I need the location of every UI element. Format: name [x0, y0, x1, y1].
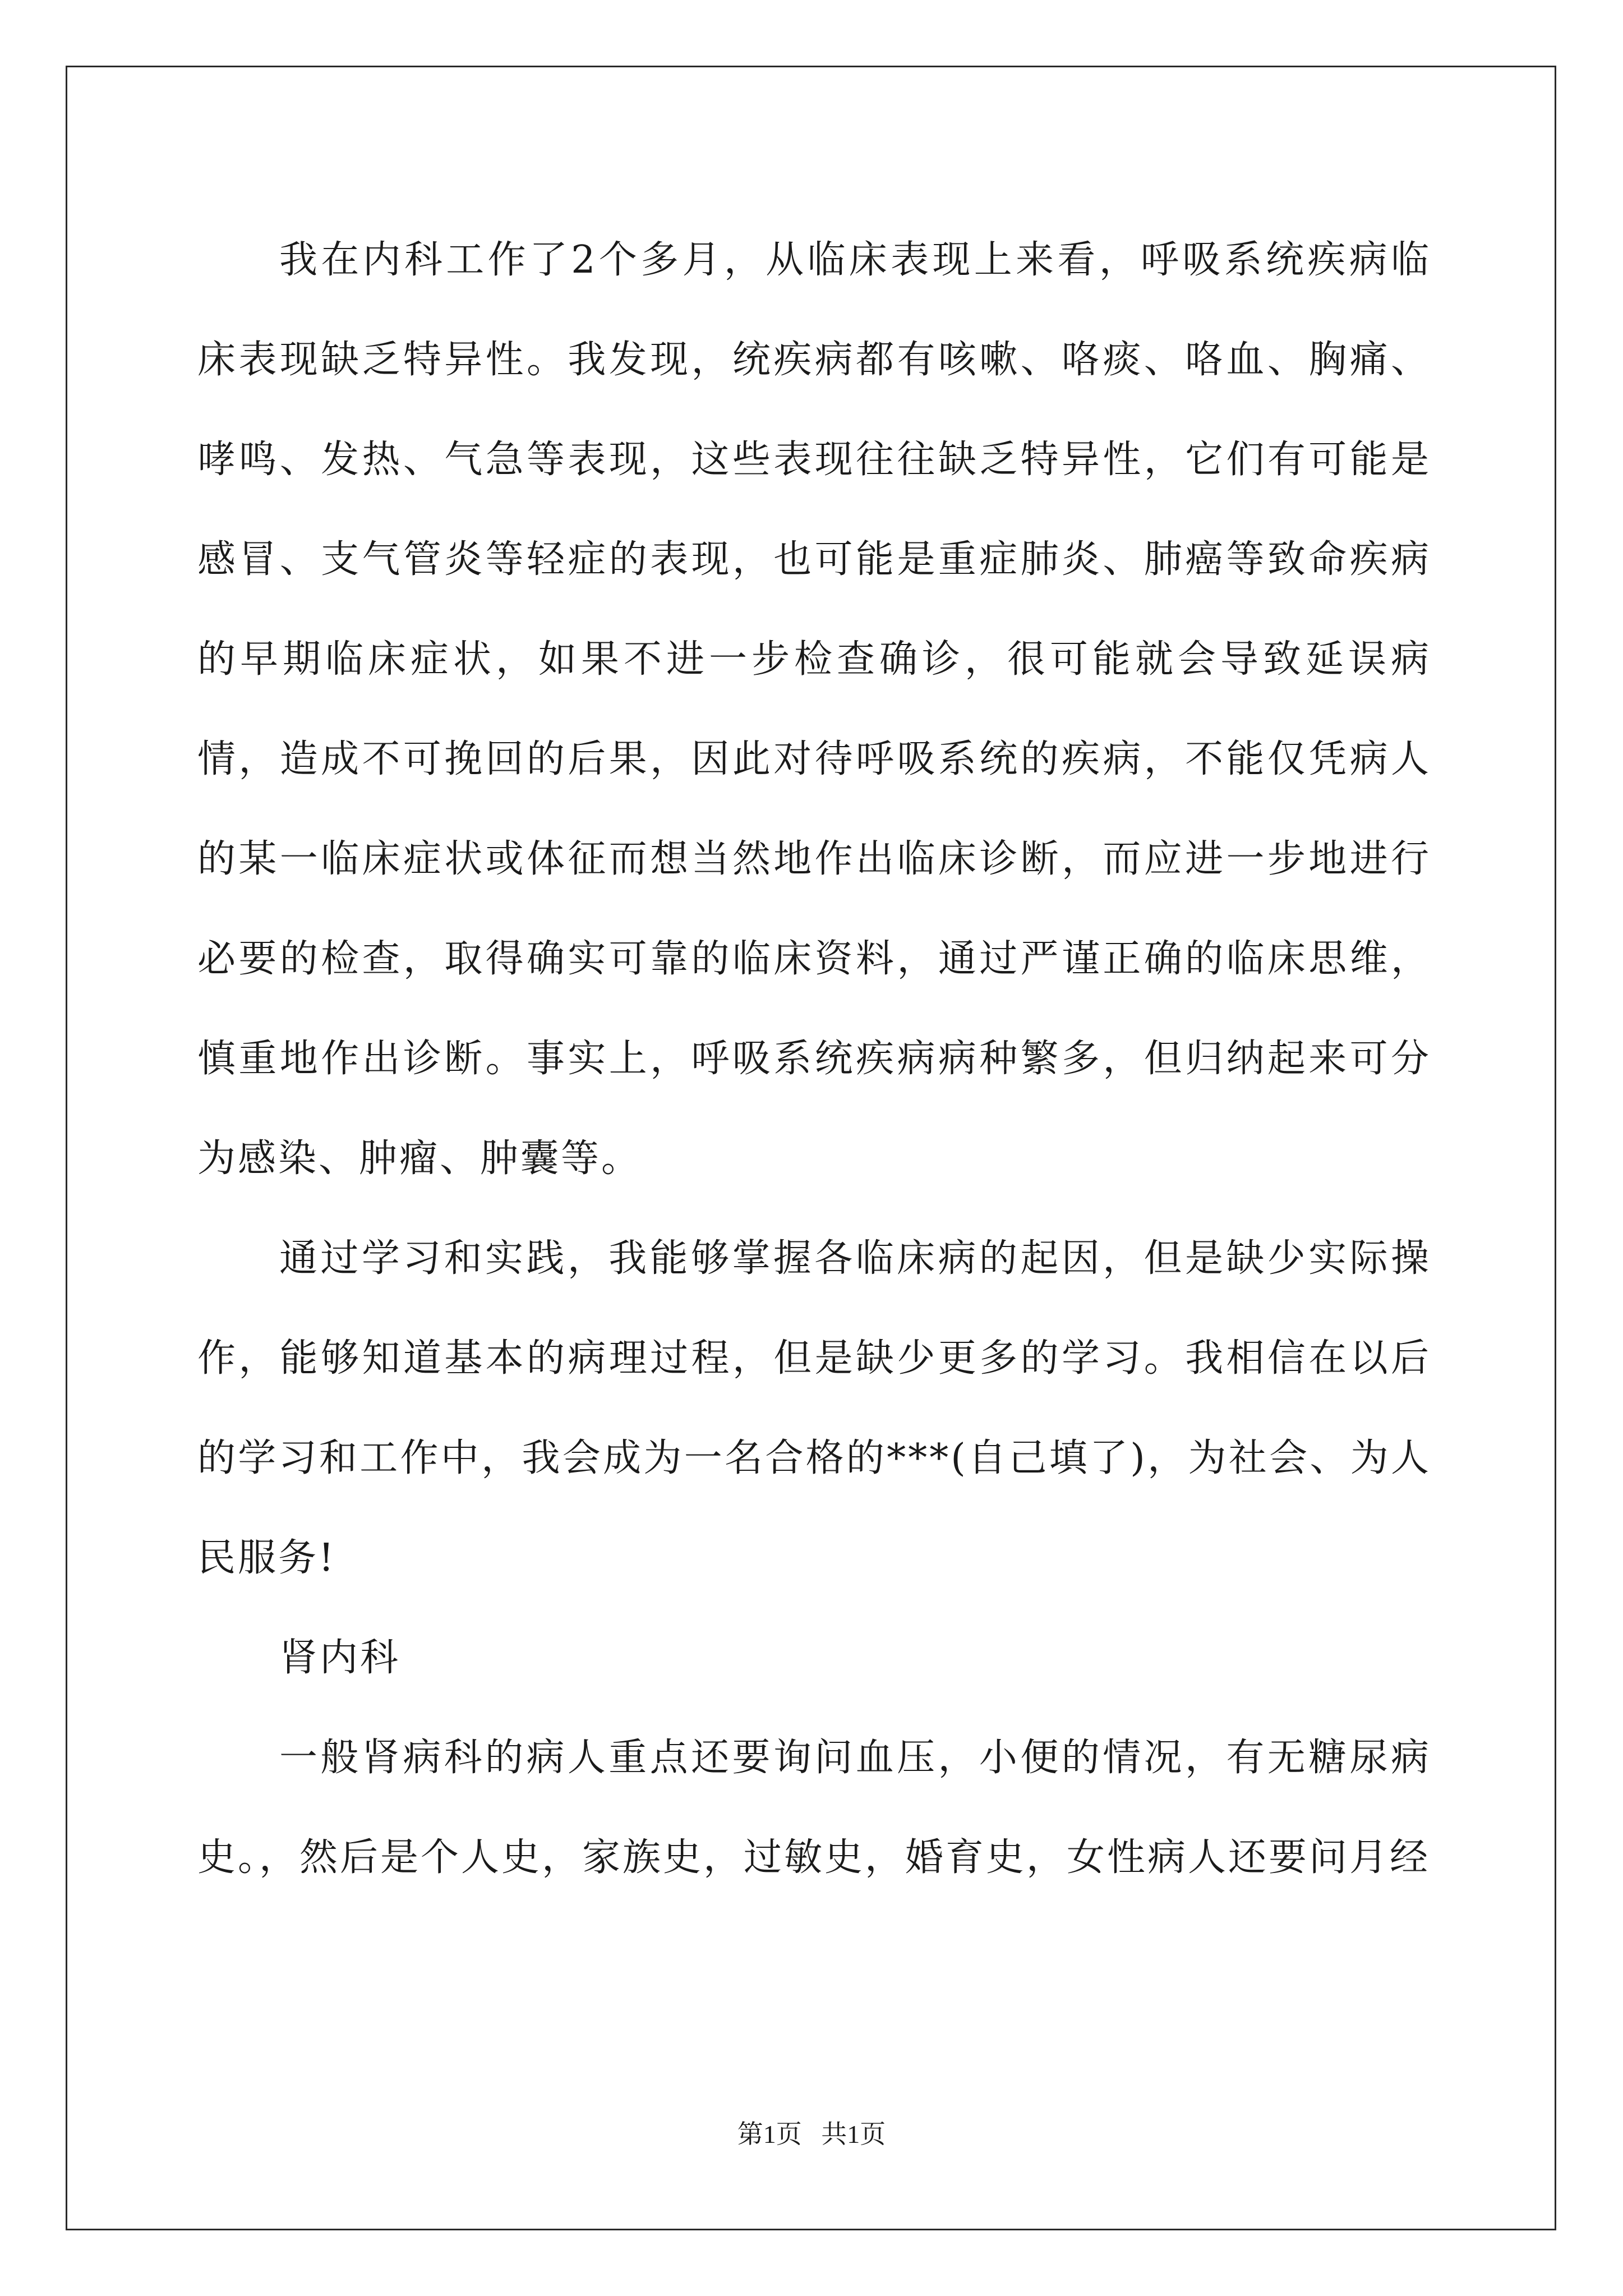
- document-body: [197, 210, 1431, 1908]
- page-footer: [0, 2118, 1623, 2151]
- page-number-label: 第1页 共1页: [737, 2120, 886, 2148]
- section-heading-nephrology: 肾内科: [279, 1636, 401, 1680]
- paragraph-study-practice: 通过学习和实践，我能够掌握各临床病的起因，但是缺少实际操作，能够知道基本的病理过程，但是缺少更多的学习。我相信在以后的学习和工作中，我会成为一名合格的***(自己填了)，为社会、为人民服务!: [197, 1236, 1431, 1580]
- paragraph-nephrology: 一般肾病科的病人重点还要询问血压，小便的情况，有无糖尿病史。，然后是个人史，家族史，过敏史，婚育史，女性病人还要问月经: [197, 1736, 1431, 1880]
- paragraph-respiratory: 我在内科工作了2个多月，从临床表现上来看，呼吸系统疾病临床表现缺乏特异性。我发现，统疾病都有咳嗽、咯痰、咯血、胸痛、哮鸣、发热、气急等表现，这些表现往往缺乏特异性，它们有可能是感冒、支气管炎等轻症的表现，也可能是重症肺炎、肺癌等致命疾病的早期临床症状，如果不进一步检查确诊，很可能就会导致延误病情，造成不可挽回的后果，因此对待呼吸系统的疾病，不能仅凭病人的某一临床症状或体征而想当然地作出临床诊断，而应进一步地进行必要的检查，取得确实可靠的临床资料，通过严谨正确的临床思维，慎重地作出诊断。事实上，呼吸系统疾病病种繁多，但归纳起来可分为感染、肿瘤、肿囊等。: [197, 238, 1431, 1181]
